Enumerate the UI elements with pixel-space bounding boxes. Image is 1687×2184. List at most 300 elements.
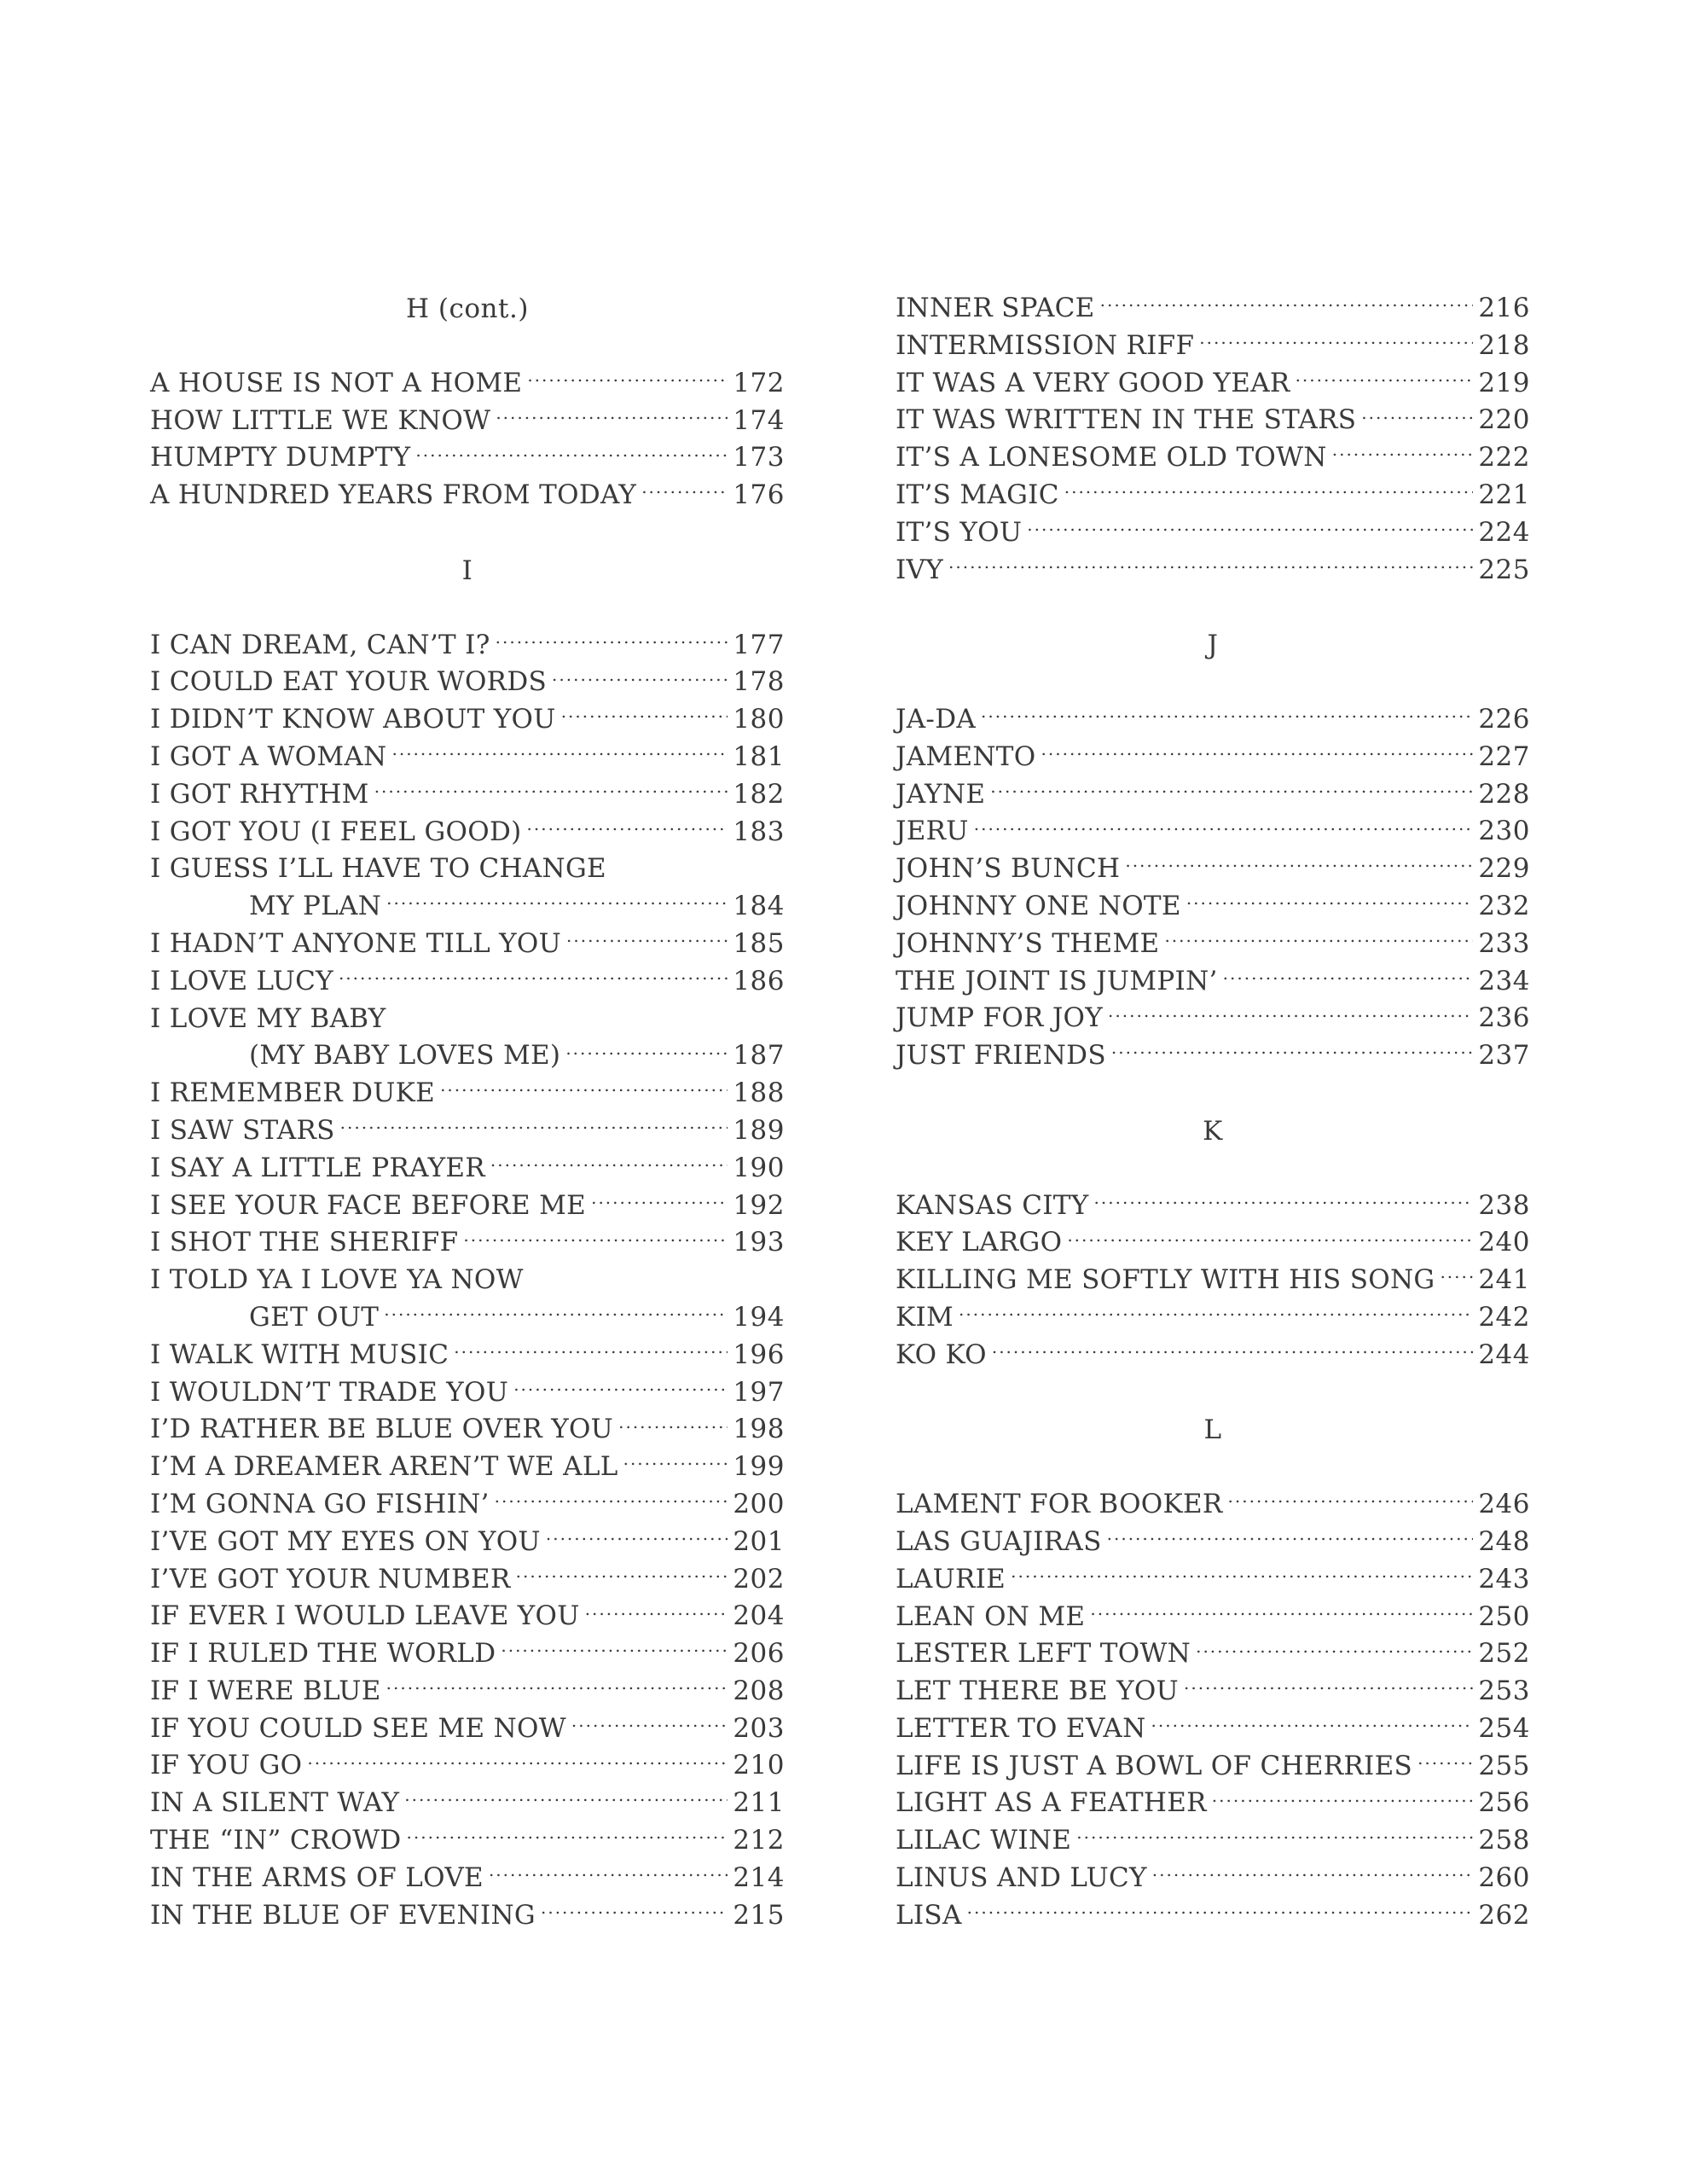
dot-leader bbox=[489, 1860, 728, 1886]
dot-leader bbox=[641, 477, 728, 503]
dot-leader bbox=[386, 1673, 728, 1699]
page-number: 255 bbox=[1478, 1750, 1530, 1781]
dot-leader bbox=[1011, 1561, 1473, 1588]
page-number: 229 bbox=[1478, 853, 1530, 885]
section-heading: K bbox=[1203, 1115, 1223, 1147]
toc-entry bbox=[150, 926, 785, 963]
toc-entry bbox=[896, 776, 1530, 814]
dot-leader bbox=[981, 701, 1473, 728]
dot-leader bbox=[501, 1635, 728, 1662]
toc-entry bbox=[896, 290, 1530, 328]
dot-leader bbox=[974, 813, 1474, 839]
page-number: 192 bbox=[733, 1189, 785, 1221]
dot-leader bbox=[386, 888, 728, 915]
spacer bbox=[150, 590, 785, 627]
song-title: LISA bbox=[896, 1899, 962, 1931]
dot-leader bbox=[1107, 1524, 1474, 1550]
spacer bbox=[896, 1449, 1530, 1486]
toc-entry bbox=[150, 403, 785, 440]
page-number: 244 bbox=[1478, 1339, 1530, 1370]
left-column bbox=[150, 290, 785, 1934]
song-title: IF I WERE BLUE bbox=[150, 1675, 381, 1706]
song-title: LETTER TO EVAN bbox=[896, 1712, 1146, 1744]
toc-entry bbox=[896, 402, 1530, 439]
dot-leader bbox=[541, 1897, 728, 1924]
toc-entry bbox=[896, 365, 1530, 403]
dot-leader bbox=[1108, 1000, 1473, 1026]
toc-entry bbox=[896, 1897, 1530, 1935]
toc-entry bbox=[896, 1486, 1530, 1524]
song-title: I’D RATHER BE BLUE OVER YOU bbox=[150, 1414, 614, 1445]
song-title: KIM bbox=[896, 1301, 954, 1333]
page-number: 173 bbox=[733, 442, 785, 473]
page-number: 186 bbox=[733, 965, 785, 996]
toc-entry bbox=[896, 739, 1530, 776]
song-title: INTERMISSION RIFF bbox=[896, 329, 1195, 361]
dot-leader bbox=[992, 1337, 1473, 1363]
dot-leader bbox=[1223, 963, 1474, 990]
section-heading: J bbox=[1207, 630, 1219, 661]
page-number: 260 bbox=[1478, 1862, 1530, 1894]
dot-leader bbox=[463, 1224, 728, 1251]
song-title: LET THERE BE YOU bbox=[896, 1676, 1179, 1707]
toc-entry bbox=[150, 1188, 785, 1225]
song-title: I CAN DREAM, CAN’T I? bbox=[150, 629, 490, 660]
song-title: I TOLD YA I LOVE YA NOW bbox=[150, 1264, 524, 1296]
dot-leader bbox=[948, 552, 1473, 578]
dot-leader bbox=[415, 439, 728, 466]
dot-leader bbox=[1296, 365, 1474, 392]
dot-leader bbox=[454, 1337, 728, 1363]
toc-entry-first-line bbox=[150, 1262, 785, 1299]
song-title: JUST FRIENDS bbox=[896, 1040, 1106, 1072]
dot-leader bbox=[1100, 290, 1474, 317]
page-number: 181 bbox=[733, 741, 785, 772]
song-title: HUMPTY DUMPTY bbox=[150, 442, 411, 473]
dot-leader bbox=[339, 963, 728, 990]
page-number: 183 bbox=[733, 816, 785, 847]
page-number: 218 bbox=[1478, 329, 1530, 361]
dot-leader bbox=[1041, 739, 1474, 765]
dot-leader bbox=[1228, 1486, 1474, 1513]
song-title: I LOVE LUCY bbox=[150, 965, 333, 996]
song-title: MY PLAN bbox=[249, 891, 382, 922]
dot-leader bbox=[1164, 926, 1473, 952]
page-number: 256 bbox=[1478, 1787, 1530, 1819]
dot-leader bbox=[1196, 1635, 1473, 1662]
page-number: 201 bbox=[733, 1525, 785, 1557]
page-number: 237 bbox=[1478, 1040, 1530, 1072]
page-number: 219 bbox=[1478, 367, 1530, 398]
toc-entry bbox=[896, 1037, 1530, 1075]
song-title: LESTER LEFT TOWN bbox=[896, 1638, 1191, 1670]
toc-entry bbox=[896, 1748, 1530, 1786]
toc-entry bbox=[150, 664, 785, 701]
dot-leader bbox=[496, 403, 728, 429]
song-title: HOW LITTLE WE KNOW bbox=[150, 404, 491, 436]
page-number: 208 bbox=[733, 1675, 785, 1706]
song-title: JERU bbox=[896, 816, 969, 847]
song-title: JOHN’S BUNCH bbox=[896, 853, 1121, 885]
song-title: IF YOU COULD SEE ME NOW bbox=[150, 1712, 566, 1744]
spacer bbox=[150, 514, 785, 552]
song-title: IT’S YOU bbox=[896, 516, 1023, 548]
dot-leader bbox=[516, 1561, 728, 1588]
page-number: 210 bbox=[733, 1750, 785, 1781]
dot-leader bbox=[1186, 888, 1474, 915]
toc-entry bbox=[896, 514, 1530, 552]
toc-entry bbox=[896, 1599, 1530, 1636]
page-number: 172 bbox=[733, 367, 785, 398]
song-title: JAMENTO bbox=[896, 741, 1036, 772]
page-number: 188 bbox=[733, 1077, 785, 1109]
toc-entry bbox=[150, 1561, 785, 1599]
toc-entry bbox=[896, 1299, 1530, 1337]
toc-entry bbox=[150, 1897, 785, 1935]
song-title: IT WAS A VERY GOOD YEAR bbox=[896, 367, 1290, 398]
page-number: 211 bbox=[733, 1787, 785, 1819]
dot-leader bbox=[585, 1598, 728, 1624]
toc-entry bbox=[150, 627, 785, 665]
dot-leader bbox=[618, 1411, 728, 1438]
dot-leader bbox=[561, 701, 728, 728]
page-number: 232 bbox=[1478, 890, 1530, 921]
dot-leader bbox=[1212, 1785, 1474, 1811]
page-number: 193 bbox=[733, 1227, 785, 1258]
page-number: 206 bbox=[733, 1638, 785, 1670]
toc-entry bbox=[150, 1785, 785, 1822]
toc-entry bbox=[896, 888, 1530, 926]
song-title: LIFE IS JUST A BOWL OF CHERRIES bbox=[896, 1750, 1413, 1781]
toc-entry-first-line bbox=[150, 1001, 785, 1038]
toc-entry bbox=[896, 1561, 1530, 1599]
toc-entry bbox=[150, 1598, 785, 1635]
dot-leader bbox=[1151, 1711, 1474, 1737]
dot-leader bbox=[623, 1449, 728, 1475]
toc-entry bbox=[150, 1524, 785, 1561]
song-title: I WOULDN’T TRADE YOU bbox=[150, 1376, 509, 1408]
page-number: 187 bbox=[733, 1040, 785, 1072]
toc-entry bbox=[150, 1711, 785, 1748]
song-title: I DIDN’T KNOW ABOUT YOU bbox=[150, 704, 556, 735]
song-title: I SEE YOUR FACE BEFORE ME bbox=[150, 1189, 587, 1221]
dot-leader bbox=[1361, 402, 1473, 428]
song-title: A HOUSE IS NOT A HOME bbox=[150, 367, 523, 398]
toc-entry bbox=[150, 739, 785, 776]
song-title: LAS GUAJIRAS bbox=[896, 1525, 1102, 1557]
page-number: 225 bbox=[1478, 554, 1530, 585]
page-number: 212 bbox=[733, 1825, 785, 1856]
dot-leader bbox=[440, 1075, 728, 1101]
page-number: 216 bbox=[1478, 293, 1530, 323]
toc-entry bbox=[896, 926, 1530, 963]
dot-leader bbox=[495, 1486, 728, 1513]
dot-leader bbox=[546, 1524, 728, 1550]
toc-entry bbox=[896, 552, 1530, 590]
toc-entry bbox=[150, 1150, 785, 1188]
toc-entry-first-line bbox=[150, 851, 785, 888]
dot-leader bbox=[1111, 1037, 1473, 1064]
toc-entry bbox=[150, 1747, 785, 1785]
page-number: 238 bbox=[1478, 1189, 1530, 1221]
song-title: KO KO bbox=[896, 1339, 987, 1370]
page-number: 224 bbox=[1478, 516, 1530, 548]
song-title: JAYNE bbox=[896, 778, 986, 810]
toc-entry bbox=[150, 1037, 785, 1075]
page-number: 196 bbox=[733, 1339, 785, 1370]
song-title: JUMP FOR JOY bbox=[896, 1002, 1104, 1034]
song-title: (MY BABY LOVES ME) bbox=[249, 1040, 561, 1072]
song-title: I REMEMBER DUKE bbox=[150, 1077, 436, 1109]
song-title: IN THE ARMS OF LOVE bbox=[150, 1862, 484, 1893]
dot-leader bbox=[959, 1299, 1473, 1326]
toc-entry bbox=[150, 1449, 785, 1486]
toc-entry bbox=[896, 851, 1530, 888]
song-title: IN A SILENT WAY bbox=[150, 1787, 400, 1819]
page-number: 241 bbox=[1478, 1264, 1530, 1296]
toc-entry bbox=[896, 1188, 1530, 1225]
song-title: LIGHT AS A FEATHER bbox=[896, 1787, 1207, 1819]
toc-entry bbox=[896, 1822, 1530, 1860]
page-number: 228 bbox=[1478, 778, 1530, 810]
dot-leader bbox=[565, 1037, 728, 1064]
toc-entry bbox=[896, 439, 1530, 477]
song-title: KEY LARGO bbox=[896, 1227, 1063, 1258]
song-title: I’VE GOT YOUR NUMBER bbox=[150, 1563, 511, 1594]
toc-entry bbox=[150, 365, 785, 403]
dot-leader bbox=[1094, 1188, 1474, 1214]
toc-entry bbox=[896, 1000, 1530, 1037]
right-column bbox=[896, 290, 1530, 1935]
song-title: IT’S MAGIC bbox=[896, 479, 1059, 510]
song-title: IVY bbox=[896, 554, 943, 585]
toc-entry bbox=[896, 1785, 1530, 1822]
toc-entry bbox=[896, 963, 1530, 1001]
page-number: 200 bbox=[733, 1488, 785, 1519]
toc-entry bbox=[896, 1635, 1530, 1673]
toc-entry bbox=[150, 477, 785, 514]
song-title: IF I RULED THE WORLD bbox=[150, 1638, 496, 1670]
page-number: 243 bbox=[1478, 1563, 1530, 1594]
song-title: I SHOT THE SHERIFF bbox=[150, 1227, 459, 1258]
song-title: JA-DA bbox=[896, 703, 977, 735]
toc-entry bbox=[150, 1860, 785, 1897]
song-title: A HUNDRED YEARS FROM TODAY bbox=[150, 479, 637, 511]
page-number: 236 bbox=[1478, 1002, 1530, 1034]
page-number: 214 bbox=[733, 1862, 785, 1893]
song-title: I LOVE MY BABY bbox=[150, 1002, 386, 1034]
toc-entry bbox=[150, 776, 785, 814]
toc-entry bbox=[150, 1822, 785, 1860]
song-title: LINUS AND LUCY bbox=[896, 1862, 1147, 1894]
toc-entry bbox=[896, 701, 1530, 739]
page-number: 222 bbox=[1478, 442, 1530, 473]
song-title: JOHNNY’S THEME bbox=[896, 927, 1160, 959]
page-number: 202 bbox=[733, 1563, 785, 1594]
dot-leader bbox=[527, 365, 728, 392]
page-number: 184 bbox=[733, 891, 785, 922]
page-number: 248 bbox=[1478, 1525, 1530, 1557]
song-title: THE “IN” CROWD bbox=[150, 1825, 402, 1856]
dot-leader bbox=[1125, 851, 1473, 877]
dot-leader bbox=[1076, 1822, 1473, 1849]
page-number: 227 bbox=[1478, 741, 1530, 772]
page-number: 177 bbox=[733, 629, 785, 660]
song-title: I’M A DREAMER AREN’T WE ALL bbox=[150, 1451, 618, 1483]
toc-entry bbox=[150, 814, 785, 851]
toc-entry bbox=[150, 701, 785, 739]
song-title: I GOT RHYTHM bbox=[150, 778, 369, 810]
song-title: INNER SPACE bbox=[896, 293, 1095, 323]
toc-entry bbox=[150, 1673, 785, 1711]
page-number: 254 bbox=[1478, 1712, 1530, 1744]
dot-leader bbox=[571, 1711, 728, 1737]
song-title: LAURIE bbox=[896, 1563, 1006, 1594]
page-number: 233 bbox=[1478, 927, 1530, 959]
toc-entry bbox=[150, 1224, 785, 1262]
page-number: 197 bbox=[733, 1376, 785, 1408]
dot-leader bbox=[340, 1112, 728, 1139]
dot-leader bbox=[1332, 439, 1474, 466]
page-number: 194 bbox=[733, 1301, 785, 1333]
dot-leader bbox=[1152, 1860, 1474, 1886]
page-number: 246 bbox=[1478, 1489, 1530, 1520]
page-number: 190 bbox=[733, 1152, 785, 1183]
dot-leader bbox=[1440, 1262, 1473, 1288]
song-title: LEAN ON ME bbox=[896, 1600, 1086, 1632]
page-number: 178 bbox=[733, 666, 785, 698]
toc-entry bbox=[896, 1711, 1530, 1748]
page-number: 240 bbox=[1478, 1227, 1530, 1258]
song-title: I’M GONNA GO FISHIN’ bbox=[150, 1488, 490, 1519]
dot-leader bbox=[967, 1897, 1474, 1924]
song-title: KANSAS CITY bbox=[896, 1189, 1089, 1221]
dot-leader bbox=[490, 1150, 728, 1176]
page-number: 204 bbox=[733, 1600, 785, 1632]
toc-entry bbox=[150, 1112, 785, 1150]
song-title: IT WAS WRITTEN IN THE STARS bbox=[896, 404, 1357, 436]
page-number: 234 bbox=[1478, 965, 1530, 996]
dot-leader bbox=[591, 1188, 728, 1214]
song-title: IT’S A LONESOME OLD TOWN bbox=[896, 442, 1327, 473]
song-title: THE JOINT IS JUMPIN’ bbox=[896, 965, 1218, 996]
dot-leader bbox=[374, 776, 728, 803]
toc-entry bbox=[150, 963, 785, 1001]
toc-entry bbox=[896, 1860, 1530, 1897]
song-title: I HADN’T ANYONE TILL YOU bbox=[150, 927, 562, 959]
dot-leader bbox=[391, 739, 728, 765]
toc-entry bbox=[150, 1374, 785, 1412]
song-title: IF YOU GO bbox=[150, 1750, 303, 1781]
page-number: 176 bbox=[733, 479, 785, 511]
section-heading: L bbox=[1203, 1414, 1222, 1446]
song-title: KILLING ME SOFTLY WITH HIS SONG bbox=[896, 1264, 1435, 1296]
page-number: 180 bbox=[733, 704, 785, 735]
spacer bbox=[896, 664, 1530, 701]
dot-leader bbox=[1067, 1224, 1473, 1251]
song-title: LAMENT FOR BOOKER bbox=[896, 1489, 1223, 1520]
song-title: JOHNNY ONE NOTE bbox=[896, 890, 1181, 921]
song-title: I SAY A LITTLE PRAYER bbox=[150, 1152, 485, 1183]
dot-leader bbox=[990, 776, 1473, 803]
spacer bbox=[896, 1150, 1530, 1188]
dot-leader bbox=[552, 664, 728, 690]
song-title: I WALK WITH MUSIC bbox=[150, 1339, 449, 1370]
toc-entry bbox=[896, 1262, 1530, 1299]
dot-leader bbox=[1090, 1599, 1473, 1625]
spacer bbox=[896, 1374, 1530, 1412]
page-number: 199 bbox=[733, 1451, 785, 1483]
page-number: 215 bbox=[733, 1899, 785, 1931]
dot-leader bbox=[407, 1822, 728, 1849]
page-number: 250 bbox=[1478, 1600, 1530, 1632]
page-number: 258 bbox=[1478, 1825, 1530, 1856]
spacer bbox=[896, 1075, 1530, 1112]
page-number: 221 bbox=[1478, 479, 1530, 510]
dot-leader bbox=[527, 814, 728, 840]
toc-entry bbox=[150, 1337, 785, 1374]
toc-entry bbox=[896, 813, 1530, 851]
song-title: I SAW STARS bbox=[150, 1114, 335, 1146]
page-number: 203 bbox=[733, 1712, 785, 1744]
page-number: 252 bbox=[1478, 1638, 1530, 1670]
spacer bbox=[150, 328, 785, 365]
toc-entry bbox=[150, 1635, 785, 1673]
page-number: 174 bbox=[733, 404, 785, 436]
dot-leader bbox=[1184, 1673, 1473, 1699]
dot-leader bbox=[1027, 514, 1473, 541]
dot-leader bbox=[404, 1785, 728, 1811]
spacer bbox=[896, 589, 1530, 626]
toc-entry bbox=[150, 1299, 785, 1337]
dot-leader bbox=[566, 926, 728, 952]
dot-leader bbox=[307, 1747, 728, 1774]
song-title: IN THE BLUE OF EVENING bbox=[150, 1899, 536, 1931]
section-heading: I bbox=[461, 555, 473, 586]
toc-entry bbox=[896, 1524, 1530, 1561]
toc-entry bbox=[896, 477, 1530, 514]
section-heading: H (cont.) bbox=[406, 293, 529, 324]
song-title: I COULD EAT YOUR WORDS bbox=[150, 666, 548, 698]
toc-entry bbox=[150, 1075, 785, 1112]
song-title: I GOT A WOMAN bbox=[150, 741, 387, 772]
dot-leader bbox=[384, 1299, 728, 1326]
page-number: 253 bbox=[1478, 1676, 1530, 1707]
toc-entry bbox=[150, 1486, 785, 1524]
page-number: 185 bbox=[733, 927, 785, 959]
toc-entry bbox=[896, 1224, 1530, 1262]
page-number: 226 bbox=[1478, 703, 1530, 735]
dot-leader bbox=[513, 1374, 728, 1401]
page-number: 198 bbox=[733, 1414, 785, 1445]
toc-entry bbox=[150, 888, 785, 926]
song-title: LILAC WINE bbox=[896, 1825, 1072, 1856]
song-title: GET OUT bbox=[249, 1301, 380, 1333]
dot-leader bbox=[496, 627, 728, 653]
page-number: 182 bbox=[733, 778, 785, 810]
toc-entry bbox=[896, 1673, 1530, 1711]
toc-entry bbox=[150, 1411, 785, 1449]
toc-entry bbox=[150, 439, 785, 477]
toc-entry bbox=[896, 1337, 1530, 1374]
dot-leader bbox=[1417, 1748, 1473, 1774]
page-number: 262 bbox=[1478, 1899, 1530, 1931]
page-number: 220 bbox=[1478, 404, 1530, 436]
toc-entry bbox=[896, 328, 1530, 365]
dot-leader bbox=[1199, 328, 1473, 354]
dot-leader bbox=[1064, 477, 1474, 503]
song-title: IF EVER I WOULD LEAVE YOU bbox=[150, 1600, 580, 1632]
